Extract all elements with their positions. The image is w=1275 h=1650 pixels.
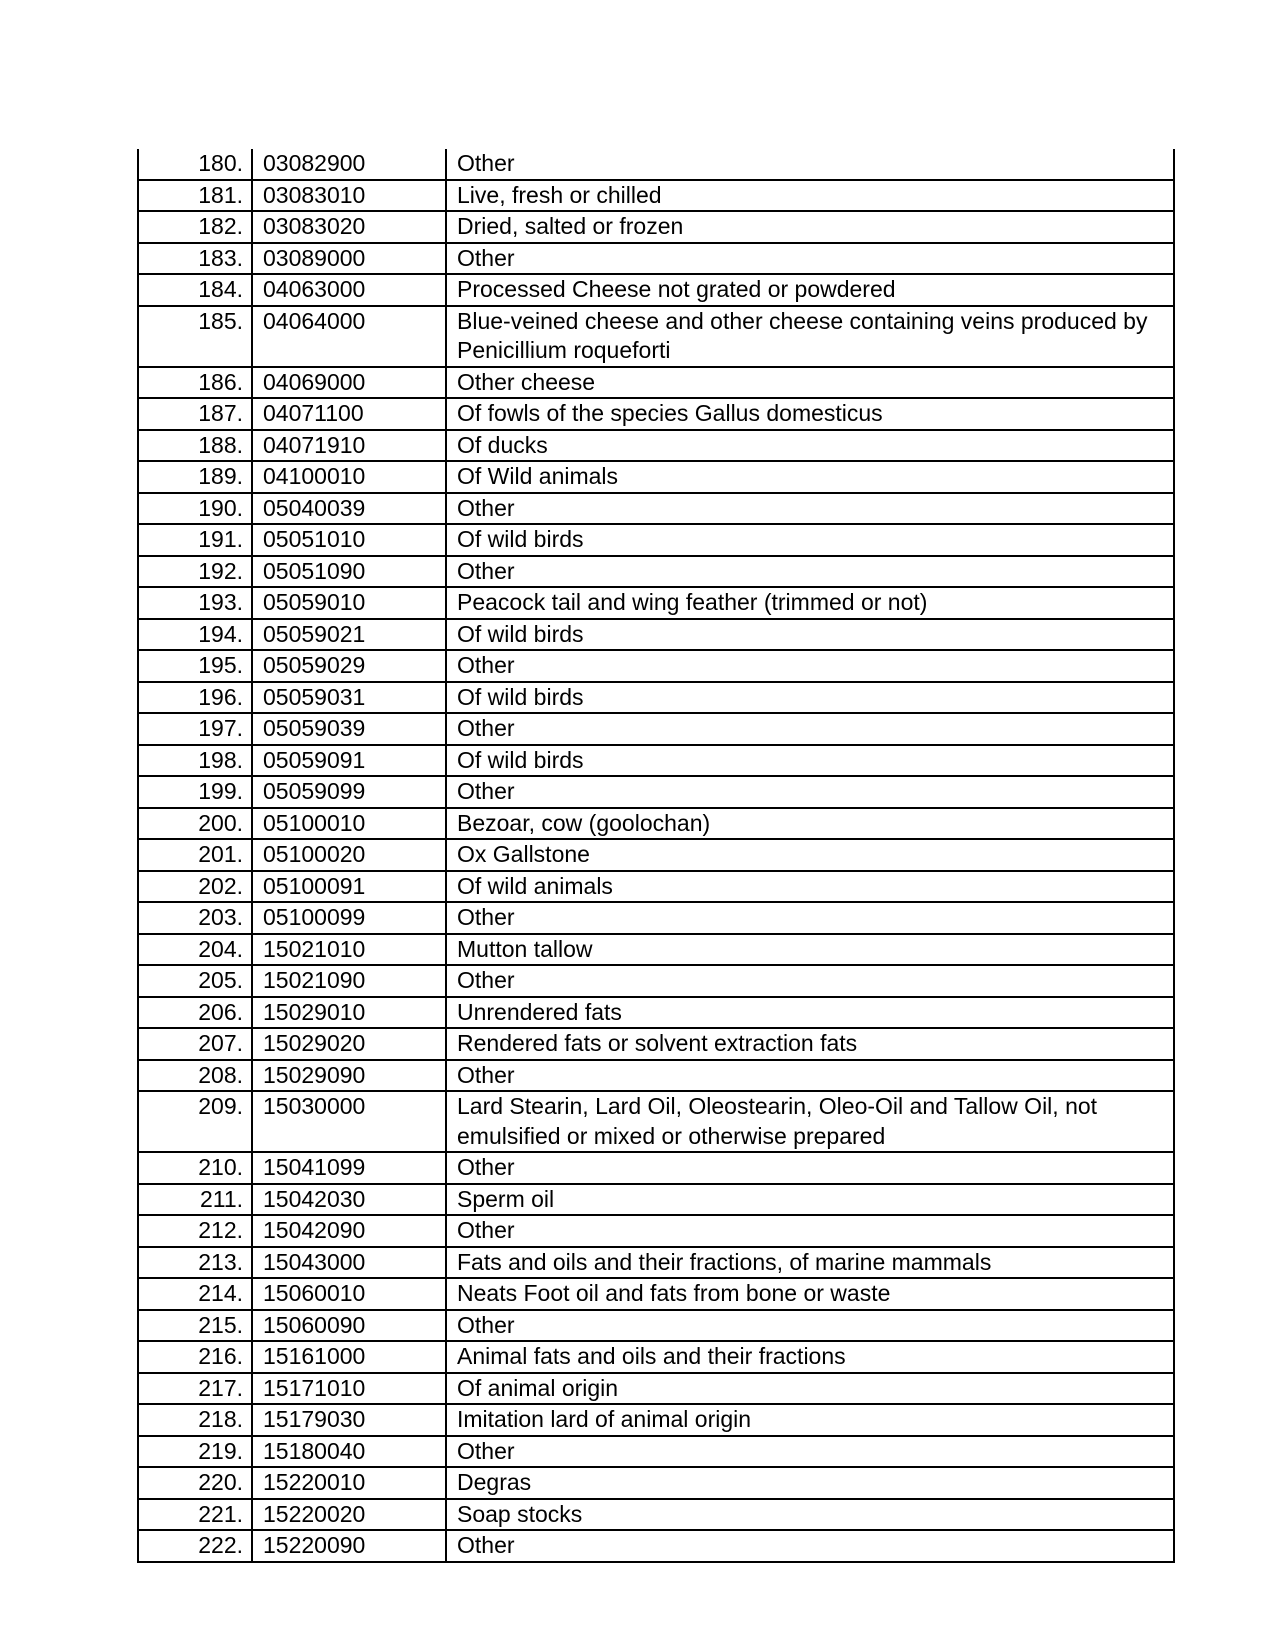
serial-number-cell: 218. bbox=[138, 1404, 252, 1436]
tariff-code-cell: 15041099 bbox=[252, 1152, 446, 1184]
tariff-code-cell: 15021010 bbox=[252, 934, 446, 966]
description-cell: Mutton tallow bbox=[446, 934, 1174, 966]
description-cell: Other cheese bbox=[446, 367, 1174, 399]
serial-number-cell: 183. bbox=[138, 243, 252, 275]
table-row bbox=[138, 839, 1174, 871]
serial-number-cell: 221. bbox=[138, 1499, 252, 1531]
tariff-code-cell: 04063000 bbox=[252, 274, 446, 306]
tariff-code-cell: 15060010 bbox=[252, 1278, 446, 1310]
table-row bbox=[138, 965, 1174, 997]
table-row bbox=[138, 1467, 1174, 1499]
serial-number-cell: 182. bbox=[138, 211, 252, 243]
description-cell: Sperm oil bbox=[446, 1184, 1174, 1216]
table-row bbox=[138, 776, 1174, 808]
serial-number-cell: 214. bbox=[138, 1278, 252, 1310]
table-row bbox=[138, 1278, 1174, 1310]
description-cell: Other bbox=[446, 1152, 1174, 1184]
table-row bbox=[138, 713, 1174, 745]
description-cell: Ox Gallstone bbox=[446, 839, 1174, 871]
description-cell: Neats Foot oil and fats from bone or waste bbox=[446, 1278, 1174, 1310]
description-cell: Of wild birds bbox=[446, 682, 1174, 714]
description-cell: Of Wild animals bbox=[446, 461, 1174, 493]
description-cell: Degras bbox=[446, 1467, 1174, 1499]
tariff-code-cell: 03082900 bbox=[252, 149, 446, 180]
serial-number-cell: 203. bbox=[138, 902, 252, 934]
tariff-code-cell: 15060090 bbox=[252, 1310, 446, 1342]
description-cell: Peacock tail and wing feather (trimmed or not) bbox=[446, 587, 1174, 619]
table-row bbox=[138, 587, 1174, 619]
description-cell: Other bbox=[446, 1310, 1174, 1342]
serial-number-cell: 195. bbox=[138, 650, 252, 682]
serial-number-cell: 200. bbox=[138, 808, 252, 840]
tariff-code-cell: 15180040 bbox=[252, 1436, 446, 1468]
description-cell: Animal fats and oils and their fractions bbox=[446, 1341, 1174, 1373]
description-cell: Of animal origin bbox=[446, 1373, 1174, 1405]
table-row bbox=[138, 902, 1174, 934]
table-row bbox=[138, 1247, 1174, 1279]
table-row bbox=[138, 871, 1174, 903]
serial-number-cell: 202. bbox=[138, 871, 252, 903]
table-row bbox=[138, 367, 1174, 399]
description-cell: Other bbox=[446, 1436, 1174, 1468]
tariff-code-cell: 15171010 bbox=[252, 1373, 446, 1405]
description-cell: Fats and oils and their fractions, of marine mammals bbox=[446, 1247, 1174, 1279]
tariff-code-cell: 05059039 bbox=[252, 713, 446, 745]
table-row bbox=[138, 1530, 1174, 1562]
serial-number-cell: 192. bbox=[138, 556, 252, 588]
table-row bbox=[138, 1060, 1174, 1092]
serial-number-cell: 208. bbox=[138, 1060, 252, 1092]
table-row bbox=[138, 149, 1174, 180]
table-row bbox=[138, 808, 1174, 840]
description-cell: Other bbox=[446, 243, 1174, 275]
tariff-code-cell: 05100091 bbox=[252, 871, 446, 903]
table-body bbox=[138, 149, 1174, 1562]
serial-number-cell: 185. bbox=[138, 306, 252, 367]
serial-number-cell: 220. bbox=[138, 1467, 252, 1499]
description-cell: Of wild birds bbox=[446, 619, 1174, 651]
description-cell: Other bbox=[446, 149, 1174, 180]
tariff-code-cell: 15220090 bbox=[252, 1530, 446, 1562]
table-row bbox=[138, 1499, 1174, 1531]
table-row bbox=[138, 1028, 1174, 1060]
tariff-code-cell: 04069000 bbox=[252, 367, 446, 399]
serial-number-cell: 206. bbox=[138, 997, 252, 1029]
serial-number-cell: 204. bbox=[138, 934, 252, 966]
description-cell: Other bbox=[446, 556, 1174, 588]
table-row bbox=[138, 211, 1174, 243]
table-row bbox=[138, 1152, 1174, 1184]
serial-number-cell: 197. bbox=[138, 713, 252, 745]
description-cell: Soap stocks bbox=[446, 1499, 1174, 1531]
description-cell: Other bbox=[446, 776, 1174, 808]
table-row bbox=[138, 398, 1174, 430]
description-cell: Unrendered fats bbox=[446, 997, 1174, 1029]
table-row bbox=[138, 1091, 1174, 1152]
tariff-code-cell: 05040039 bbox=[252, 493, 446, 525]
serial-number-cell: 213. bbox=[138, 1247, 252, 1279]
table-row bbox=[138, 180, 1174, 212]
tariff-code-cell: 15161000 bbox=[252, 1341, 446, 1373]
description-cell: Other bbox=[446, 650, 1174, 682]
tariff-code-cell: 05100010 bbox=[252, 808, 446, 840]
description-cell: Blue-veined cheese and other cheese containing veins produced by Penicillium roqueforti bbox=[446, 306, 1174, 367]
description-cell: Of wild birds bbox=[446, 524, 1174, 556]
table-row bbox=[138, 1310, 1174, 1342]
table-row bbox=[138, 556, 1174, 588]
description-cell: Rendered fats or solvent extraction fats bbox=[446, 1028, 1174, 1060]
description-cell: Live, fresh or chilled bbox=[446, 180, 1174, 212]
serial-number-cell: 191. bbox=[138, 524, 252, 556]
table-row bbox=[138, 524, 1174, 556]
table-row bbox=[138, 430, 1174, 462]
description-cell: Other bbox=[446, 1060, 1174, 1092]
tariff-code-cell: 05059099 bbox=[252, 776, 446, 808]
serial-number-cell: 201. bbox=[138, 839, 252, 871]
table-row bbox=[138, 997, 1174, 1029]
table-row bbox=[138, 682, 1174, 714]
tariff-code-cell: 03089000 bbox=[252, 243, 446, 275]
serial-number-cell: 215. bbox=[138, 1310, 252, 1342]
serial-number-cell: 211. bbox=[138, 1184, 252, 1216]
description-cell: Processed Cheese not grated or powdered bbox=[446, 274, 1174, 306]
serial-number-cell: 186. bbox=[138, 367, 252, 399]
serial-number-cell: 190. bbox=[138, 493, 252, 525]
table-row bbox=[138, 650, 1174, 682]
serial-number-cell: 180. bbox=[138, 149, 252, 180]
serial-number-cell: 207. bbox=[138, 1028, 252, 1060]
tariff-code-cell: 05059021 bbox=[252, 619, 446, 651]
serial-number-cell: 199. bbox=[138, 776, 252, 808]
tariff-code-cell: 15029020 bbox=[252, 1028, 446, 1060]
table-row bbox=[138, 934, 1174, 966]
description-cell: Other bbox=[446, 1530, 1174, 1562]
tariff-code-cell: 04100010 bbox=[252, 461, 446, 493]
tariff-code-table bbox=[137, 149, 1175, 1563]
serial-number-cell: 188. bbox=[138, 430, 252, 462]
serial-number-cell: 193. bbox=[138, 587, 252, 619]
serial-number-cell: 196. bbox=[138, 682, 252, 714]
serial-number-cell: 212. bbox=[138, 1215, 252, 1247]
description-cell: Of ducks bbox=[446, 430, 1174, 462]
table-row bbox=[138, 274, 1174, 306]
description-cell: Dried, salted or frozen bbox=[446, 211, 1174, 243]
serial-number-cell: 219. bbox=[138, 1436, 252, 1468]
tariff-code-cell: 15043000 bbox=[252, 1247, 446, 1279]
tariff-code-cell: 05100099 bbox=[252, 902, 446, 934]
table-row bbox=[138, 745, 1174, 777]
description-cell: Other bbox=[446, 713, 1174, 745]
table-row bbox=[138, 493, 1174, 525]
description-cell: Other bbox=[446, 965, 1174, 997]
description-cell: Other bbox=[446, 902, 1174, 934]
table-row bbox=[138, 1373, 1174, 1405]
serial-number-cell: 198. bbox=[138, 745, 252, 777]
tariff-code-cell: 15220010 bbox=[252, 1467, 446, 1499]
table-row bbox=[138, 306, 1174, 367]
description-cell: Of fowls of the species Gallus domesticus bbox=[446, 398, 1174, 430]
tariff-code-cell: 05059031 bbox=[252, 682, 446, 714]
tariff-code-cell: 05100020 bbox=[252, 839, 446, 871]
tariff-code-cell: 03083010 bbox=[252, 180, 446, 212]
table-row bbox=[138, 1184, 1174, 1216]
tariff-code-cell: 15029090 bbox=[252, 1060, 446, 1092]
serial-number-cell: 210. bbox=[138, 1152, 252, 1184]
description-cell: Of wild animals bbox=[446, 871, 1174, 903]
table-row bbox=[138, 1436, 1174, 1468]
description-cell: Bezoar, cow (goolochan) bbox=[446, 808, 1174, 840]
serial-number-cell: 187. bbox=[138, 398, 252, 430]
tariff-code-cell: 15021090 bbox=[252, 965, 446, 997]
table-row bbox=[138, 1215, 1174, 1247]
serial-number-cell: 181. bbox=[138, 180, 252, 212]
tariff-code-cell: 05051090 bbox=[252, 556, 446, 588]
serial-number-cell: 222. bbox=[138, 1530, 252, 1562]
tariff-code-cell: 03083020 bbox=[252, 211, 446, 243]
tariff-code-cell: 05059029 bbox=[252, 650, 446, 682]
description-cell: Lard Stearin, Lard Oil, Oleostearin, Oleo-Oil and Tallow Oil, not emulsified or mixed or otherwise prepared bbox=[446, 1091, 1174, 1152]
serial-number-cell: 184. bbox=[138, 274, 252, 306]
description-cell: Other bbox=[446, 493, 1174, 525]
tariff-code-cell: 04071100 bbox=[252, 398, 446, 430]
tariff-code-cell: 04064000 bbox=[252, 306, 446, 367]
tariff-code-cell: 15179030 bbox=[252, 1404, 446, 1436]
table-row bbox=[138, 461, 1174, 493]
tariff-code-cell: 15042090 bbox=[252, 1215, 446, 1247]
description-cell: Other bbox=[446, 1215, 1174, 1247]
tariff-code-cell: 05051010 bbox=[252, 524, 446, 556]
table-row bbox=[138, 1404, 1174, 1436]
tariff-code-cell: 15220020 bbox=[252, 1499, 446, 1531]
serial-number-cell: 205. bbox=[138, 965, 252, 997]
tariff-code-cell: 15029010 bbox=[252, 997, 446, 1029]
table-row bbox=[138, 1341, 1174, 1373]
serial-number-cell: 194. bbox=[138, 619, 252, 651]
serial-number-cell: 217. bbox=[138, 1373, 252, 1405]
tariff-code-cell: 15042030 bbox=[252, 1184, 446, 1216]
description-cell: Of wild birds bbox=[446, 745, 1174, 777]
serial-number-cell: 189. bbox=[138, 461, 252, 493]
tariff-code-cell: 05059010 bbox=[252, 587, 446, 619]
description-cell: Imitation lard of animal origin bbox=[446, 1404, 1174, 1436]
tariff-code-cell: 04071910 bbox=[252, 430, 446, 462]
serial-number-cell: 216. bbox=[138, 1341, 252, 1373]
tariff-code-cell: 05059091 bbox=[252, 745, 446, 777]
table-row bbox=[138, 243, 1174, 275]
table-row bbox=[138, 619, 1174, 651]
tariff-code-cell: 15030000 bbox=[252, 1091, 446, 1152]
serial-number-cell: 209. bbox=[138, 1091, 252, 1152]
